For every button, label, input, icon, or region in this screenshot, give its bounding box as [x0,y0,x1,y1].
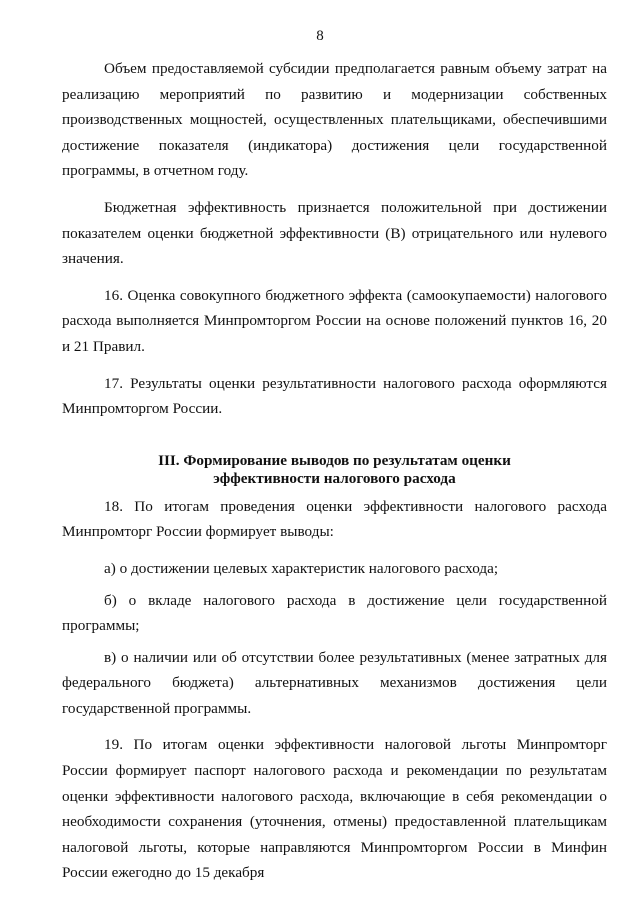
section-heading-line-2: эффективности налогового расхода [213,469,456,487]
document-body [62,56,607,897]
section-heading [62,452,607,488]
paragraph-item-17: 17. Результаты оценки результативности налогового расхода оформляются Минпромторгом России. [62,374,607,418]
page-number: 8 [316,28,324,44]
section-heading-line-1: III. Формирование выводов по результатам оценки [158,451,511,469]
list-item-b: б) о вкладе налогового расхода в достижение цели государственной программы; [62,591,607,635]
paragraph-item-16: 16. Оценка совокупного бюджетного эффекта (самоокупаемости) налогового расхода выполняется Минпромторгом России на основе положений пунктов 16, 20 и 21 Правил. [62,286,607,355]
paragraph-item-18: 18. По итогам проведения оценки эффективности налогового расхода Минпромторг России формирует выводы: [62,497,607,541]
paragraph-item-19: 19. По итогам оценки эффективности налоговой льготы Минпромторг России формирует паспорт налогового расхода и рекомендации по результатам оценки эффективности налогового расхода, включающие в себя рекомендации о необходимости сохранения (уточнения, отмены) предоставленной плательщикам налоговой льготы, которые направляются Минпромторгом России в Минфин России ежегодно до 15 декабря [62,736,607,882]
paragraph-subsidy-volume: Объем предоставляемой субсидии предполагается равным объему затрат на реализацию мероприятий по развитию и модернизации собственных производственных мощностей, осуществленных плательщиками, обеспечившими достижение показателя (индикатора) достижения цели государственной программы, в отчетном году. [62,60,607,180]
list-item-c: в) о наличии или об отсутствии более результативных (менее затратных для федерального бюджета) альтернативных механизмов достижения цели государственной программы. [62,648,607,717]
list-item-a: а) о достижении целевых характеристик налогового расхода; [104,559,499,577]
paragraph-budget-efficiency: Бюджетная эффективность признается положительной при достижении показателем оценки бюджетной эффективности (В) отрицательного или нулевого значения. [62,198,607,268]
